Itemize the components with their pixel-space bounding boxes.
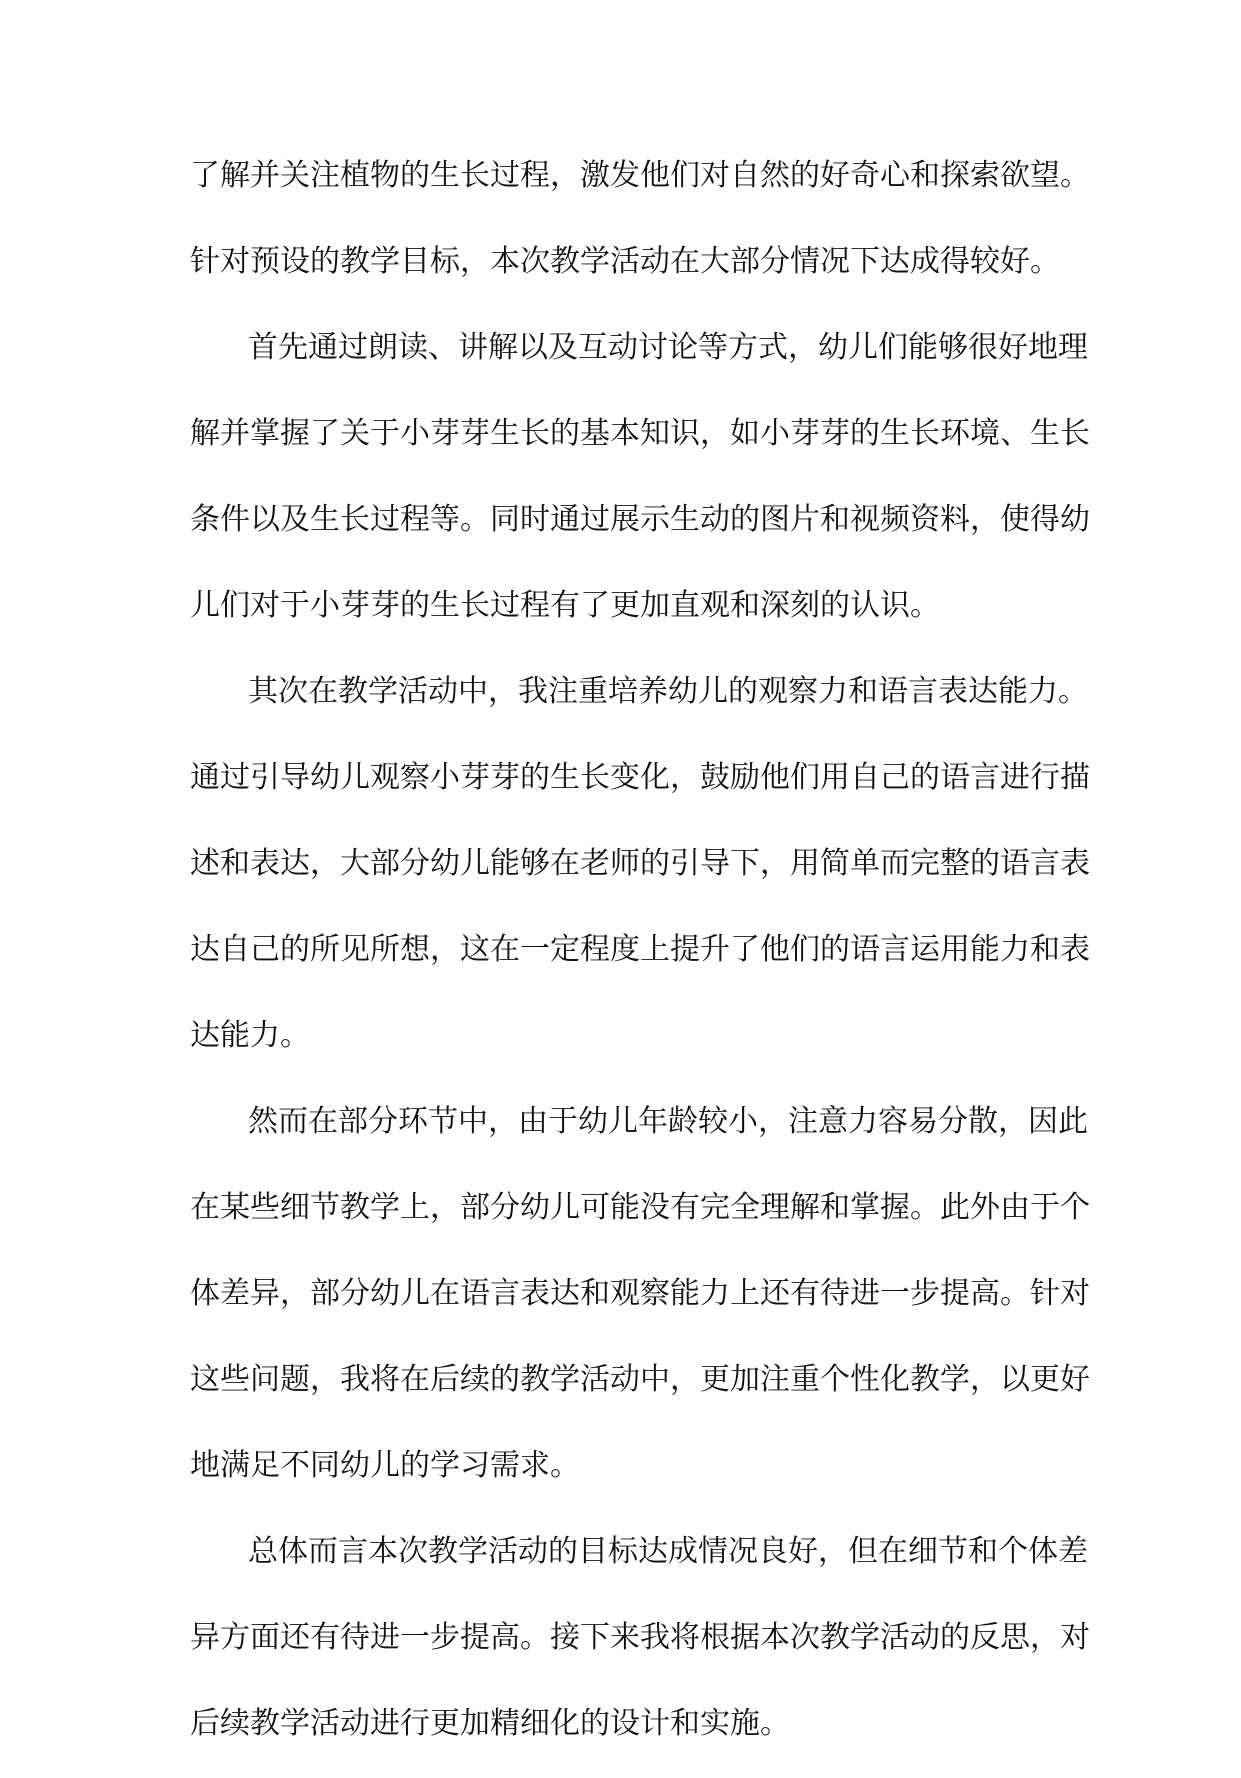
text-line: 针对预设的教学目标，本次教学活动在大部分情况下达成得较好。 bbox=[190, 244, 1060, 279]
text-line: 达能力。 bbox=[190, 1018, 310, 1053]
text-line: 后续教学活动进行更加精细化的设计和实施。 bbox=[190, 1706, 790, 1741]
text-line: 异方面还有待进一步提高。接下来我将根据本次教学活动的反思，对 bbox=[190, 1620, 1090, 1655]
paragraph-first-line: 然而在部分环节中，由于幼儿年龄较小，注意力容易分散，因此 bbox=[248, 1104, 1088, 1139]
text-line: 这些问题，我将在后续的教学活动中，更加注重个性化教学，以更好 bbox=[190, 1362, 1090, 1397]
text-line: 了解并关注植物的生长过程，激发他们对自然的好奇心和探索欲望。 bbox=[190, 158, 1090, 193]
text-line: 条件以及生长过程等。同时通过展示生动的图片和视频资料，使得幼 bbox=[190, 502, 1090, 537]
paragraph-first-line: 其次在教学活动中，我注重培养幼儿的观察力和语言表达能力。 bbox=[248, 674, 1088, 709]
text-line: 通过引导幼儿观察小芽芽的生长变化，鼓励他们用自己的语言进行描 bbox=[190, 760, 1090, 795]
text-line: 地满足不同幼儿的学习需求。 bbox=[190, 1448, 580, 1483]
text-line: 达自己的所见所想，这在一定程度上提升了他们的语言运用能力和表 bbox=[190, 932, 1090, 967]
text-line: 述和表达，大部分幼儿能够在老师的引导下，用简单而完整的语言表 bbox=[190, 846, 1090, 881]
paragraph-first-line: 首先通过朗读、讲解以及互动讨论等方式，幼儿们能够很好地理 bbox=[248, 330, 1088, 365]
body-text bbox=[190, 144, 1090, 1778]
text-line: 体差异，部分幼儿在语言表达和观察能力上还有待进一步提高。针对 bbox=[190, 1276, 1090, 1311]
paragraph-first-line: 总体而言本次教学活动的目标达成情况良好，但在细节和个体差 bbox=[248, 1534, 1088, 1569]
text-line: 解并掌握了关于小芽芽生长的基本知识，如小芽芽的生长环境、生长 bbox=[190, 416, 1090, 451]
text-line: 儿们对于小芽芽的生长过程有了更加直观和深刻的认识。 bbox=[190, 588, 940, 623]
text-line: 在某些细节教学上，部分幼儿可能没有完全理解和掌握。此外由于个 bbox=[190, 1190, 1090, 1225]
